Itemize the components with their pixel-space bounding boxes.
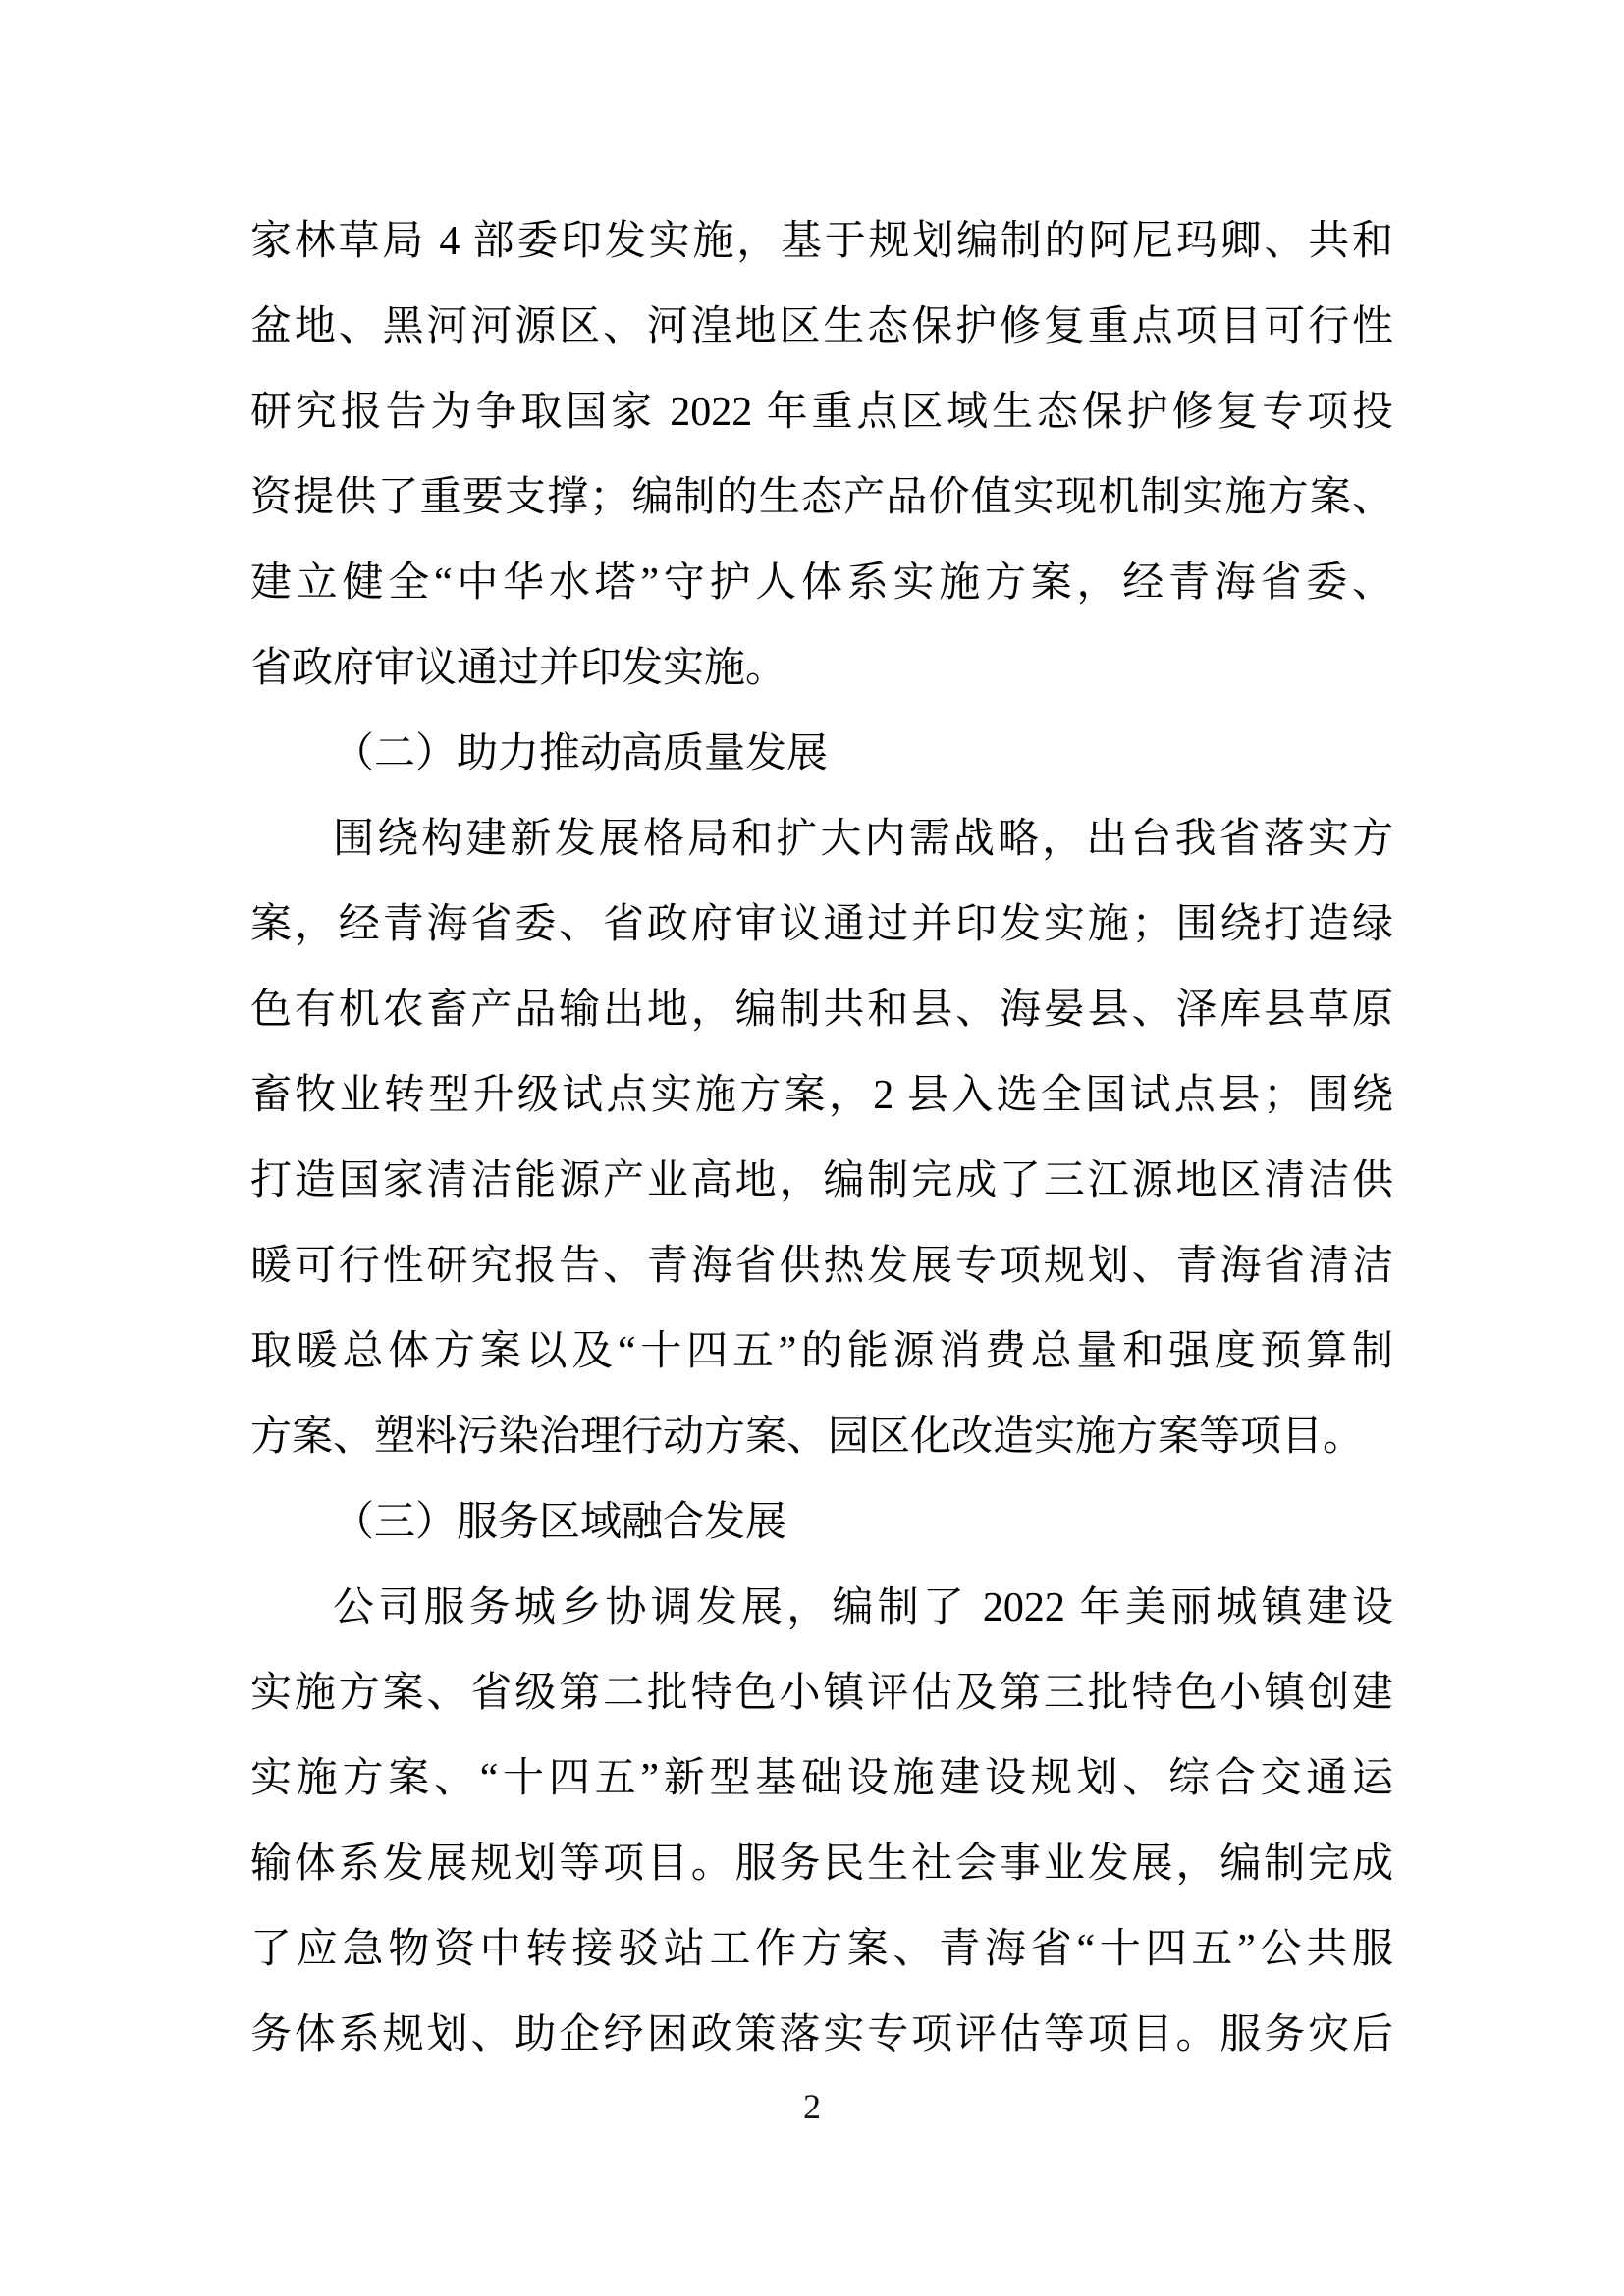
section-heading-line: （二）助力推动高质量发展 [333,731,829,776]
body-text-line: 建立健全“中华水塔”守护人体系实施方案，经青海省委、 [250,561,1393,606]
body-text-line: 畜牧业转型升级试点实施方案，2 县入选全国试点县；围绕 [250,1073,1393,1118]
body-text-line: 取暖总体方案以及“十四五”的能源消费总量和强度预算制 [250,1329,1393,1374]
section-heading-line: （三）服务区域融合发展 [333,1500,787,1545]
body-text-line: 省政府审议通过并印发实施。 [250,646,787,691]
body-text-line: 实施方案、“十四五”新型基础设施建设规划、综合交通运 [250,1756,1393,1801]
body-text-line: 资提供了重要支撑；编制的生态产品价值实现机制实施方案、 [250,475,1393,520]
body-text-line: 实施方案、省级第二批特色小镇评估及第三批特色小镇创建 [250,1671,1393,1716]
body-text-line: 案，经青海省委、省政府审议通过并印发实施；围绕打造绿 [250,902,1393,947]
body-text-line: 色有机农畜产品输出地，编制共和县、海晏县、泽库县草原 [250,988,1393,1033]
body-text-line: 务体系规划、助企纾困政策落实专项评估等项目。服务灾后 [250,2012,1393,2057]
body-text-line: 打造国家清洁能源产业高地，编制完成了三江源地区清洁供 [250,1158,1393,1203]
body-text-line: 输体系发展规划等项目。服务民生社会事业发展，编制完成 [250,1842,1393,1887]
body-text-line: 家林草局 4 部委印发实施，基于规划编制的阿尼玛卿、共和 [250,219,1393,264]
body-text-line: 方案、塑料污染治理行动方案、园区化改造实施方案等项目。 [250,1415,1365,1460]
text-block [250,199,1393,2078]
body-text-line: 公司服务城乡协调发展，编制了 2022 年美丽城镇建设 [333,1585,1393,1630]
body-text-line: 围绕构建新发展格局和扩大内需战略，出台我省落实方 [333,817,1393,862]
body-text-line: 了应急物资中转接驳站工作方案、青海省“十四五”公共服 [250,1927,1393,1972]
body-text-line: 暖可行性研究报告、青海省供热发展专项规划、青海省清洁 [250,1244,1393,1289]
body-text-line: 盆地、黑河河源区、河湟地区生态保护修复重点项目可行性 [250,304,1393,349]
body-text-line: 研究报告为争取国家 2022 年重点区域生态保护修复专项投 [250,390,1393,435]
page-number: 2 [803,2087,821,2126]
